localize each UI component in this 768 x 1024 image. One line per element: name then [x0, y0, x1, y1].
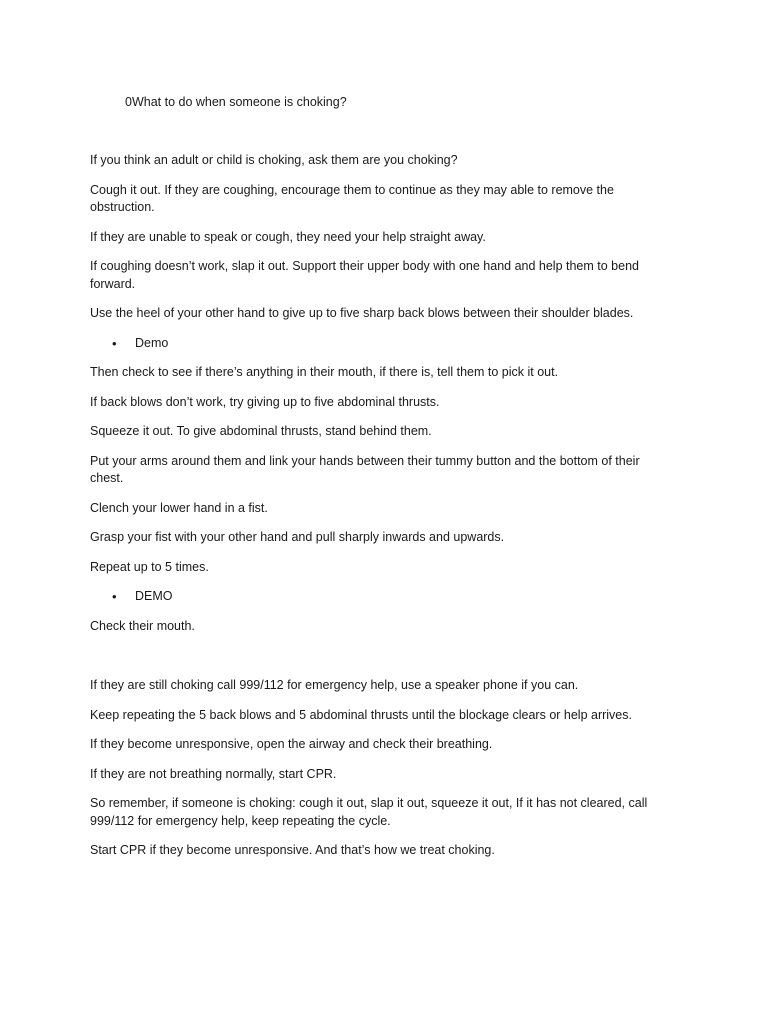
paragraph: Clench your lower hand in a fist.: [90, 500, 268, 515]
blank-line: [90, 647, 670, 677]
paragraph: Then check to see if there’s anything in their mouth, if there is, tell them to pick it out.: [90, 365, 559, 379]
paragraph: Start CPR if they become unresponsive. And that’s how we treat choking.: [90, 843, 495, 857]
paragraph: If they are not breathing normally, start CPR.: [90, 766, 337, 781]
document-title: 0What to do when someone is choking?: [125, 95, 347, 109]
paragraph: If they become unresponsive, open the airway and check their breathing.: [90, 737, 493, 751]
paragraph: Repeat up to 5 times.: [90, 559, 209, 574]
bullet-text: DEMO: [135, 589, 173, 603]
paragraph: Grasp your fist with your other hand and pull sharply inwards and upwards.: [90, 530, 505, 544]
bullet-dot-icon: •: [112, 335, 117, 351]
bullet-text: Demo: [135, 335, 169, 350]
paragraph: If you think an adult or child is choking, ask them are you choking?: [90, 153, 458, 167]
paragraph: If they are unable to speak or cough, they need your help straight away.: [90, 229, 486, 244]
paragraph: Check their mouth.: [90, 618, 195, 633]
bullet-dot-icon: •: [112, 589, 117, 604]
paragraph: If they are still choking call 999/112 for emergency help, use a speaker phone if you can.: [90, 678, 579, 692]
paragraph: Keep repeating the 5 back blows and 5 abdominal thrusts until the blockage clears or help arrives.: [90, 707, 632, 722]
paragraph: So remember, if someone is choking: cough it out, slap it out, squeeze it out, If it has not cleared, call 999/112 for emergency help, keep repeating the cycle.: [90, 796, 648, 828]
bullet-item: [90, 335, 670, 353]
bullet-item: [90, 588, 670, 606]
paragraph: Cough it out. If they are coughing, encourage them to continue as they may able to remove the obstruction.: [90, 182, 614, 214]
paragraph: Put your arms around them and link your hands between their tummy button and the bottom of their chest.: [90, 453, 640, 485]
paragraph: If coughing doesn’t work, slap it out. Support their upper body with one hand and help them to bend forward.: [90, 259, 639, 291]
document-body: [90, 152, 670, 872]
paragraph: If back blows don’t work, try giving up to five abdominal thrusts.: [90, 394, 440, 409]
paragraph: Use the heel of your other hand to give up to five sharp back blows between their shoulder blades.: [90, 306, 634, 320]
paragraph: Squeeze it out. To give abdominal thrusts, stand behind them.: [90, 424, 432, 438]
